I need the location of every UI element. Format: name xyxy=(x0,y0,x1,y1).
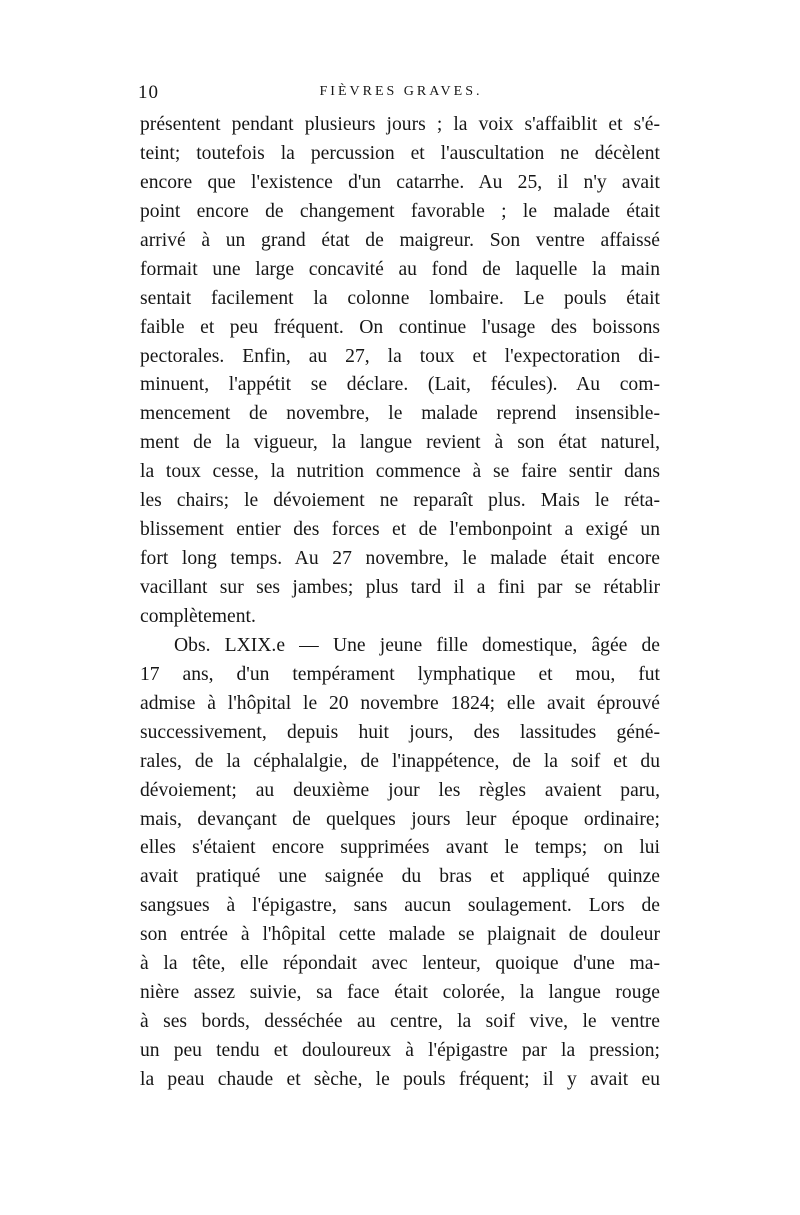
text-line: admise à l'hôpital le 20 novembre 1824; elle avait éprouvé xyxy=(140,692,660,714)
paragraph-end-line: complètement. xyxy=(140,605,256,627)
text-line: teint; toutefois la percussion et l'auscultation ne décèlent xyxy=(140,142,660,164)
text-line: vacillant sur ses jambes; plus tard il a fini par se rétablir xyxy=(140,577,660,598)
text-line: pectorales. Enfin, au 27, la toux et l'expectoration di- xyxy=(140,345,660,367)
text-line: fort long temps. Au 27 novembre, le malade était encore xyxy=(140,548,660,570)
text-line: à ses bords, desséchée au centre, la soif vive, le ventre xyxy=(140,1011,660,1033)
text-line: les chairs; le dévoiement ne reparaît plus. Mais le réta- xyxy=(140,490,660,512)
page-number: 10 xyxy=(138,82,159,103)
text-line: à la tête, elle répondait avec lenteur, quoique d'une ma- xyxy=(140,953,660,975)
text-line: mencement de novembre, le malade reprend insensible- xyxy=(140,403,660,425)
text-line: un peu tendu et douloureux à l'épigastre par la pression; xyxy=(140,1040,660,1061)
text-line: elles s'étaient encore supprimées avant le temps; on lui xyxy=(140,837,660,859)
text-line: la toux cesse, la nutrition commence à se faire sentir dans xyxy=(140,461,660,483)
text-line: ment de la vigueur, la langue revient à son état naturel, xyxy=(140,432,660,454)
observation-heading-line: Obs. LXIX.e — Une jeune fille domestique, âgée de xyxy=(174,634,660,656)
text-line: arrivé à un grand état de maigreur. Son ventre affaissé xyxy=(140,229,660,251)
text-line: sangsues à l'épigastre, sans aucun soulagement. Lors de xyxy=(140,895,660,917)
text-line: nière assez suivie, sa face était colorée, la langue rouge xyxy=(140,982,660,1004)
text-line: la peau chaude et sèche, le pouls fréquent; il y avait eu xyxy=(140,1068,660,1090)
text-line: présentent pendant plusieurs jours ; la voix s'affaiblit et s'é- xyxy=(140,114,660,135)
text-line: avait pratiqué une saignée du bras et appliqué quinze xyxy=(140,866,660,888)
text-line: son entrée à l'hôpital cette malade se plaignait de douleur xyxy=(140,924,660,946)
text-line: 17 ans, d'un tempérament lymphatique et mou, fut xyxy=(140,663,660,685)
body-text xyxy=(140,111,660,1095)
text-line: formait une large concavité au fond de laquelle la main xyxy=(140,258,660,280)
running-title: FIÈVRES GRAVES. xyxy=(319,84,483,99)
text-line: mais, devançant de quelques jours leur époque ordinaire; xyxy=(140,808,660,830)
text-line: point encore de changement favorable ; le malade était xyxy=(140,200,660,222)
page-header xyxy=(136,82,666,108)
text-line: minuent, l'appétit se déclare. (Lait, fécules). Au com- xyxy=(140,374,660,396)
text-line: sentait facilement la colonne lombaire. Le pouls était xyxy=(140,287,660,309)
text-line: blissement entier des forces et de l'embonpoint a exigé un xyxy=(140,519,660,541)
text-line: successivement, depuis huit jours, des lassitudes géné- xyxy=(140,721,660,743)
text-line: encore que l'existence d'un catarrhe. Au 25, il n'y avait xyxy=(140,171,660,193)
text-line: dévoiement; au deuxième jour les règles avaient paru, xyxy=(140,779,660,801)
text-line: rales, de la céphalalgie, de l'inappétence, de la soif et du xyxy=(140,750,660,772)
text-line: faible et peu fréquent. On continue l'usage des boissons xyxy=(140,316,660,338)
